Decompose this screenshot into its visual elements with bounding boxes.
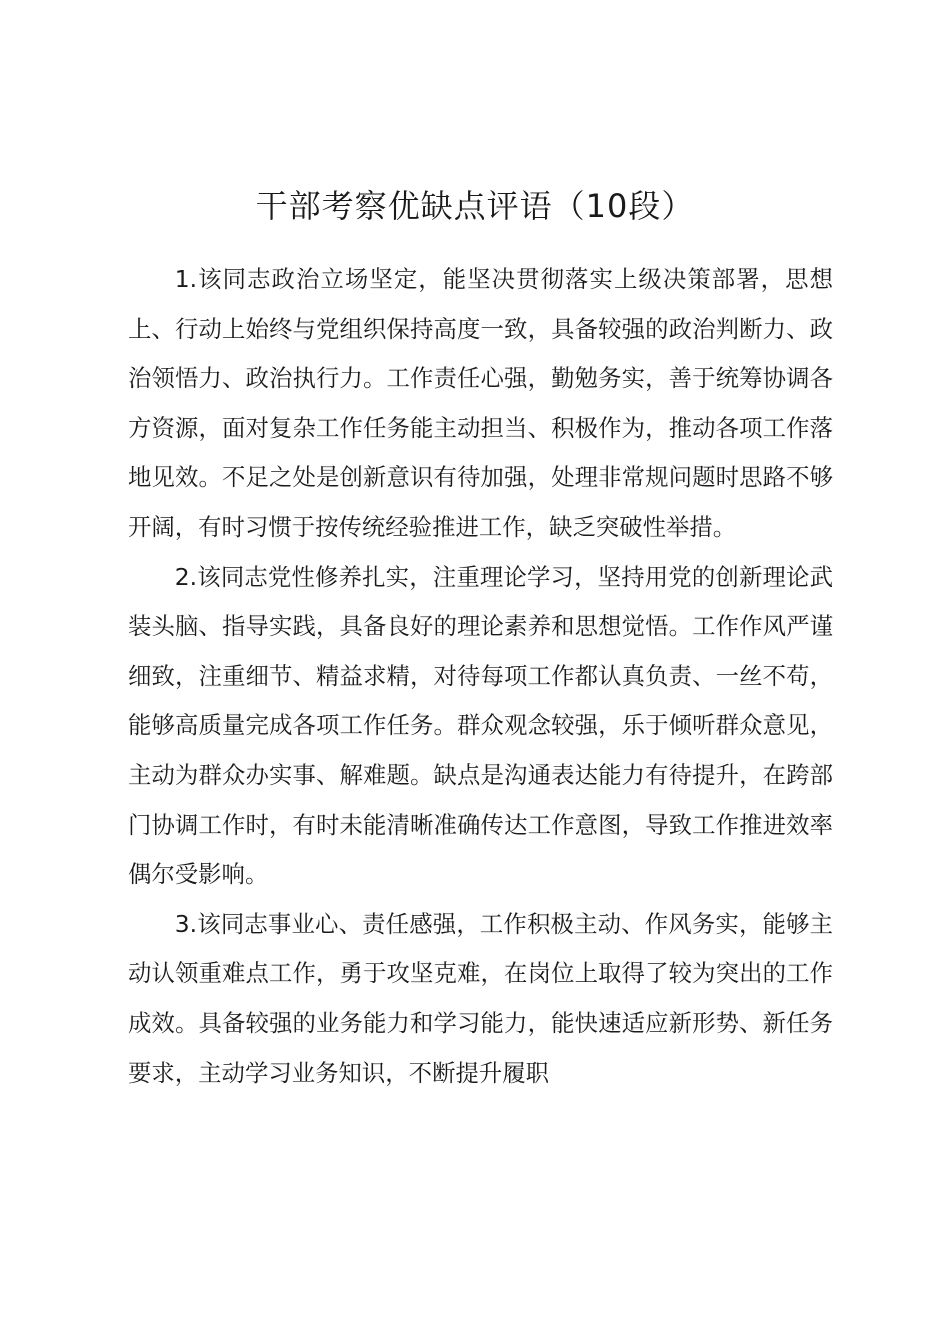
paragraph-3: 3.该同志事业心、责任感强，工作积极主动、作风务实，能够主动认领重难点工作，勇于攻坚克难，在岗位上取得了较为突出的工作成效。具备较强的业务能力和学习能力，能快速适应新形势、新任务要求，主动学习业务知识，不断提升履职 bbox=[128, 909, 833, 1087]
document-title: 干部考察优缺点评语（10段） bbox=[255, 187, 695, 225]
paragraph-2: 2.该同志党性修养扎实，注重理论学习，坚持用党的创新理论武装头脑、指导实践，具备良好的理论素养和思想觉悟。工作作风严谨细致，注重细节、精益求精，对待每项工作都认真负责、一丝不苟，能够高质量完成各项工作任务。群众观念较强，乐于倾听群众意见，主动为群众办实事、解难题。缺点是沟通表达能力有待提升，在跨部门协调工作时，有时未能清晰准确传达工作意图，导致工作推进效率偶尔受影响。 bbox=[128, 562, 833, 889]
paragraph-1: 1.该同志政治立场坚定，能坚决贯彻落实上级决策部署，思想上、行动上始终与党组织保持高度一致，具备较强的政治判断力、政治领悟力、政治执行力。工作责任心强，勤勉务实，善于统筹协调各方资源，面对复杂工作任务能主动担当、积极作为，推动各项工作落地见效。不足之处是创新意识有待加强，处理非常规问题时思路不够开阔，有时习惯于按传统经验推进工作，缺乏突破性举措。 bbox=[128, 265, 833, 541]
document-body bbox=[128, 255, 833, 1098]
